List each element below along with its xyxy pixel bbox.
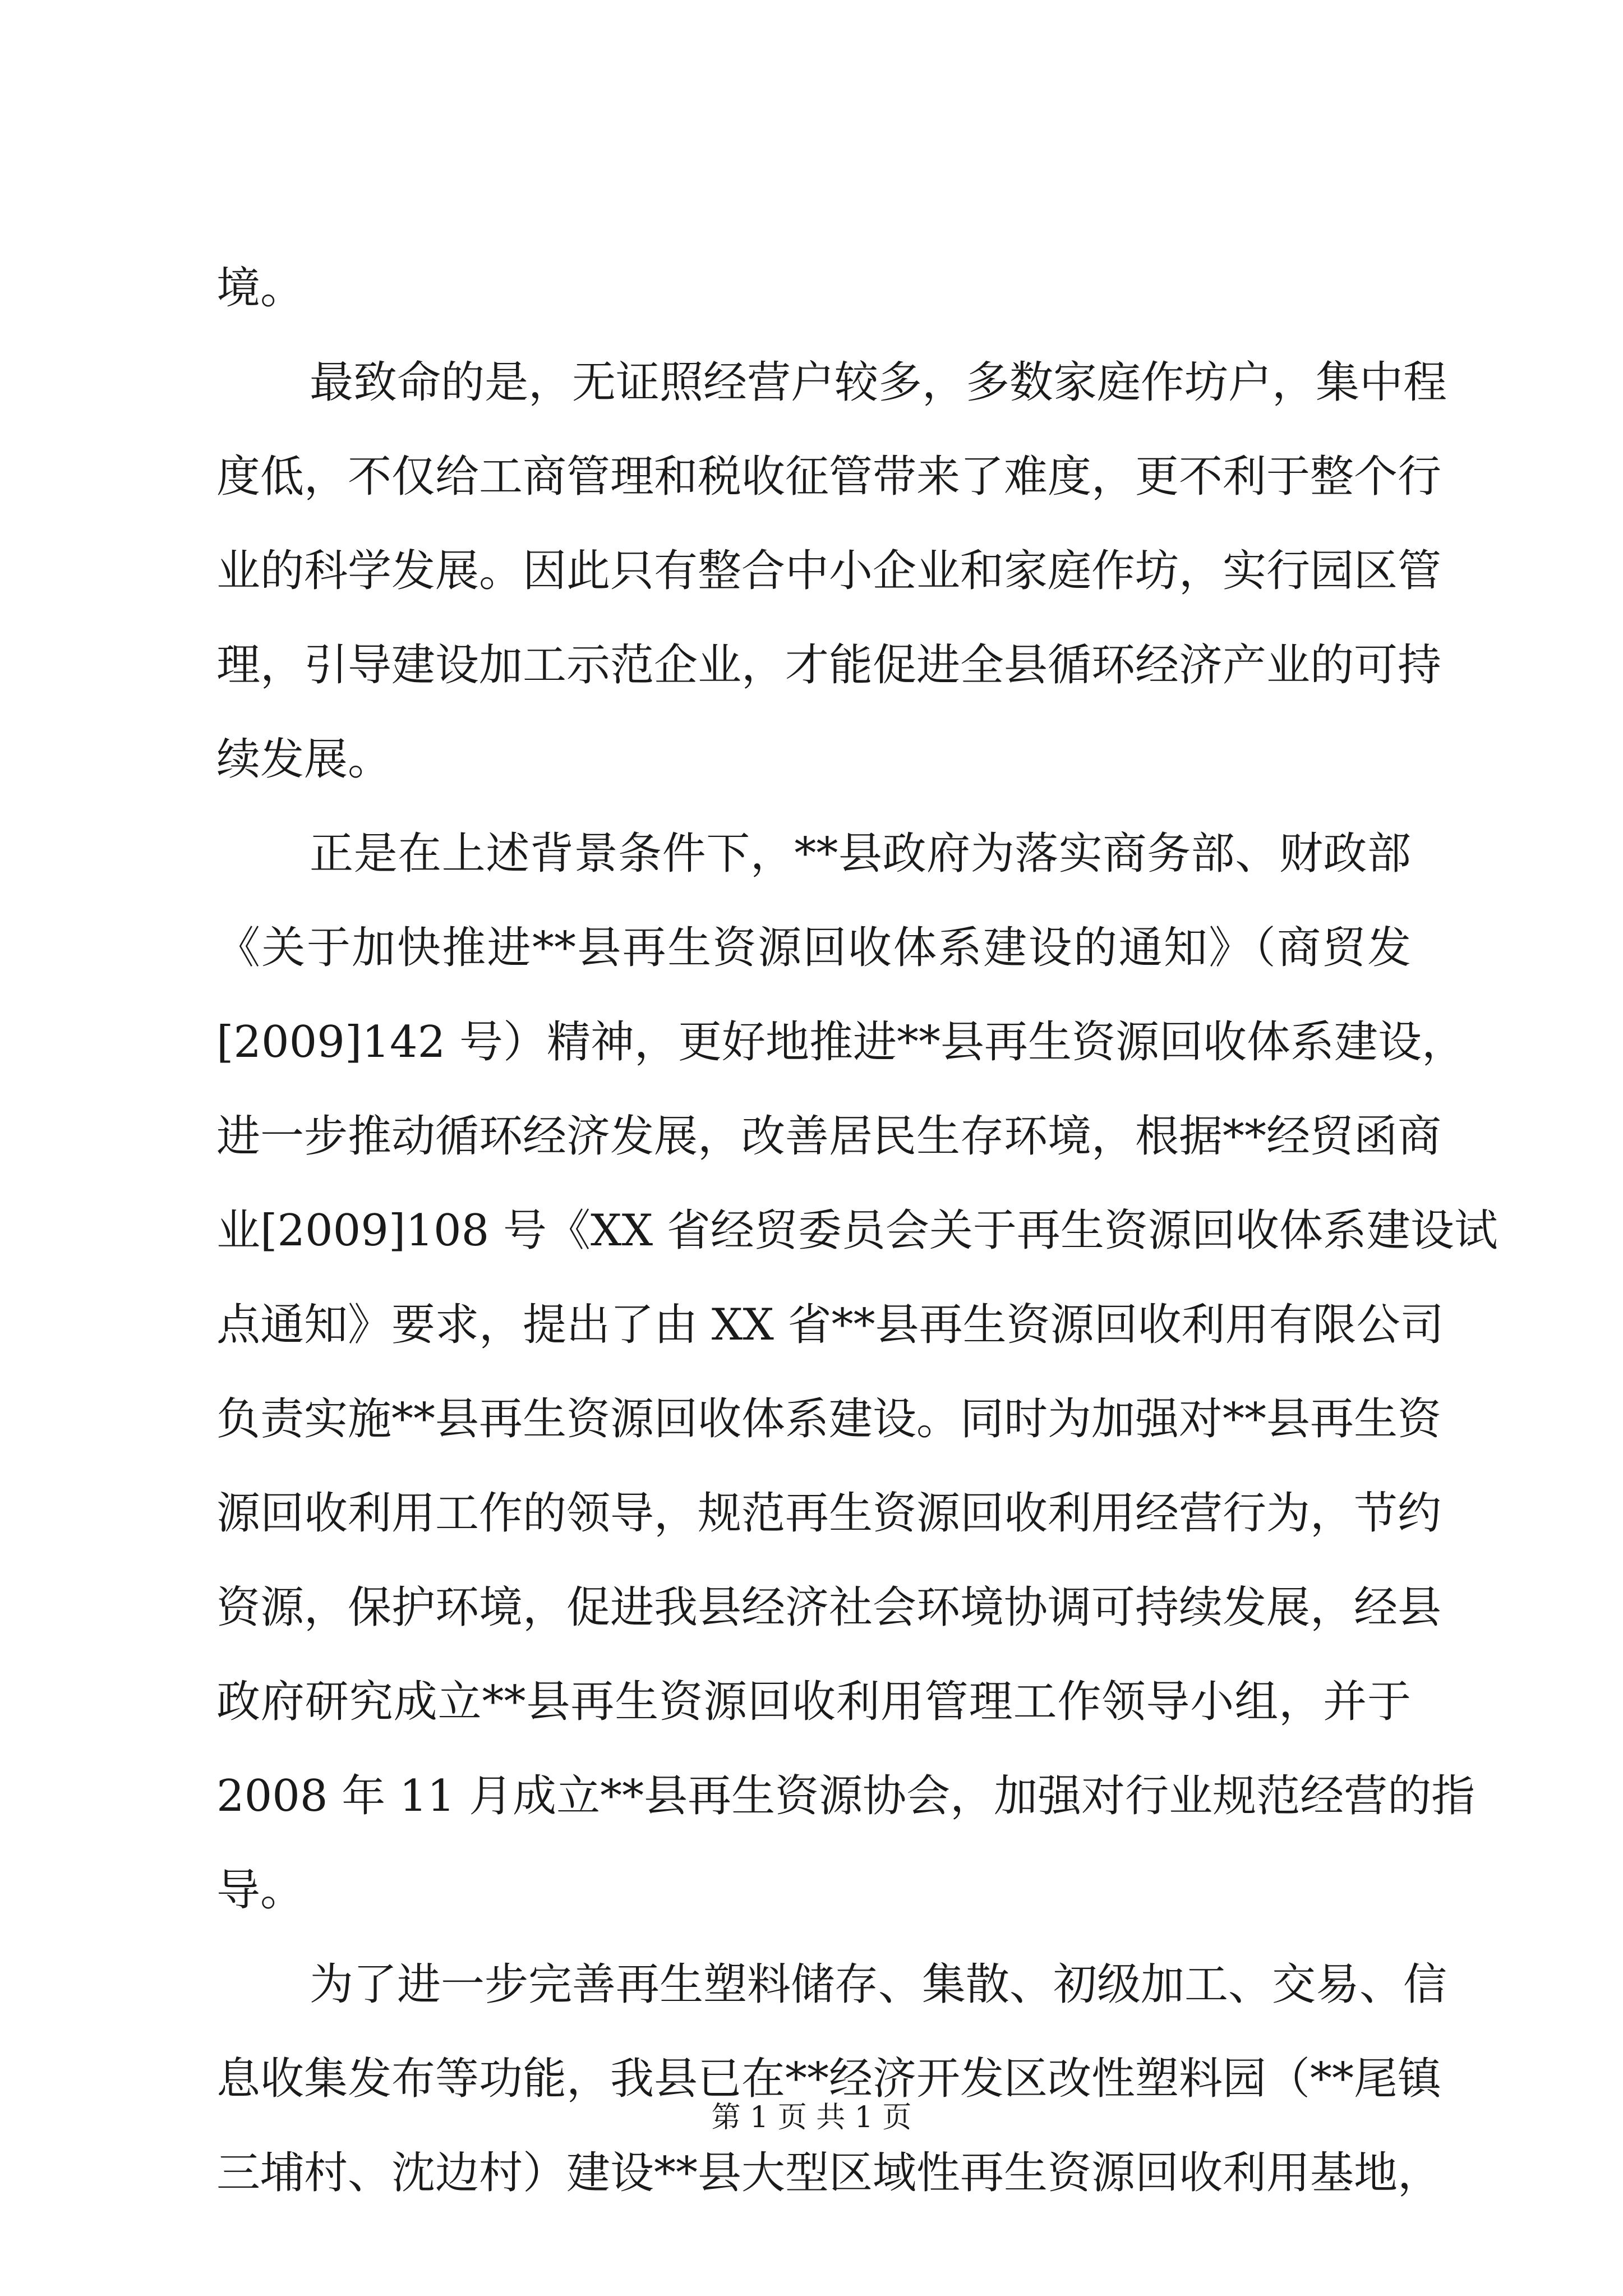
text-line: 负责实施**县再生资源回收体系建设。同时为加强对**县再生资 <box>216 1394 1442 1444</box>
page-number: 第 1 页 共 1 页 <box>711 2101 912 2134</box>
text-line: 资源，保护环境，促进我县经济社会环境协调可持续发展，经县 <box>216 1582 1442 1633</box>
document-body <box>216 241 1498 2220</box>
text-line: 2008 年 11 月成立**县再生资源协会，加强对行业规范经营的指 <box>216 1771 1476 1821</box>
text-line: 三埔村、沈边村）建设**县大型区域性再生资源回收利用基地， <box>216 2148 1442 2198</box>
text-line: 息收集发布等功能，我县已在**经济开发区改性塑料园（**尾镇 <box>216 2054 1442 2104</box>
text-line: 境。 <box>216 263 305 314</box>
text-line: [2009]142 号）精神，更好地推进**县再生资源回收体系建设， <box>216 1017 1466 1068</box>
text-line: 理，引导建设加工示范企业，才能促进全县循环经济产业的可持 <box>216 640 1442 691</box>
text-line: 导。 <box>216 1865 305 1916</box>
page-footer <box>0 2098 1623 2137</box>
text-line: 度低，不仅给工商管理和税收征管带来了难度，更不利于整个行 <box>216 452 1442 502</box>
text-line: 源回收利用工作的领导，规范再生资源回收利用经营行为，节约 <box>216 1488 1442 1539</box>
text-line: 政府研究成立**县再生资源回收利用管理工作领导小组，并于 <box>216 1677 1411 1727</box>
text-line: 点通知》要求，提出了由 XX 省**县再生资源回收利用有限公司 <box>216 1300 1444 1350</box>
paragraph-start-line: 为了进一步完善再生塑料储存、集散、初级加工、交易、信 <box>310 1959 1447 2010</box>
text-line: 业的科学发展。因此只有整合中小企业和家庭作坊，实行园区管 <box>216 546 1442 596</box>
text-line: 业[2009]108 号《XX 省经贸委员会关于再生资源回收体系建设试 <box>216 1205 1498 1256</box>
text-line: 续发展。 <box>216 734 392 785</box>
text-line: 进一步推动循环经济发展，改善居民生存环境，根据**经贸函商 <box>216 1111 1442 1162</box>
text-line: 《关于加快推进**县再生资源回收体系建设的通知》（商贸发 <box>216 923 1411 973</box>
paragraph-start-line: 正是在上述背景条件下，**县政府为落实商务部、财政部 <box>310 829 1411 879</box>
paragraph-start-line: 最致命的是，无证照经营户较多，多数家庭作坊户，集中程 <box>310 357 1447 408</box>
